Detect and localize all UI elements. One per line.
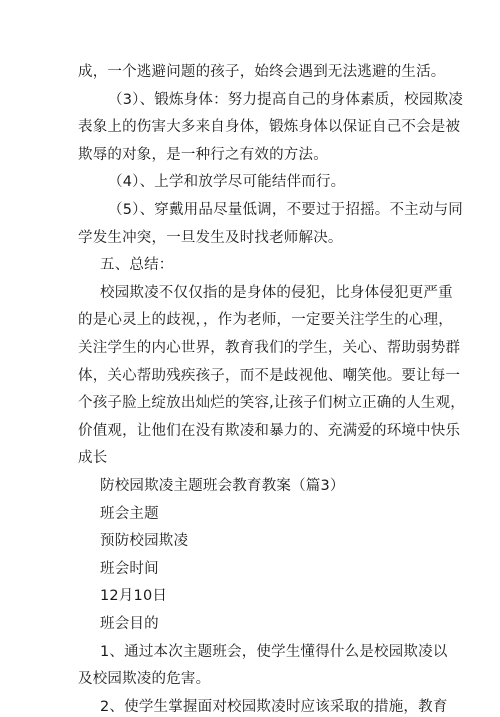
list-item-purpose-1: 1、通过本次主题班会，使学生懂得什么是校园欺凌以 — [100, 644, 448, 660]
paragraph-line: 学发生冲突，一旦发生及时找老师解决。 — [78, 230, 343, 246]
list-item-dress: （5）、穿戴用品尽量低调，不要过于招摇。不主动与同 — [108, 202, 463, 218]
paragraph-line: 成长 — [78, 450, 108, 466]
list-item-purpose-2: 2、使学生掌握面对校园欺凌时应该采取的措施，教育 — [100, 699, 448, 715]
field-value-theme: 预防校园欺凌 — [100, 533, 189, 549]
document-section-title: 防校园欺凌主题班会教育教案（篇3） — [100, 478, 345, 494]
field-label-theme: 班会主题 — [100, 506, 159, 522]
paragraph-line: 个孩子脸上绽放出灿烂的笑容,让孩子们树立正确的人生观， — [78, 395, 466, 411]
section-heading-summary: 五、总结： — [100, 257, 174, 273]
paragraph-line: 表象上的伤害大多来自身体，锻炼身体以保证自己不会是被 — [78, 119, 461, 135]
field-label-purpose: 班会目的 — [100, 616, 159, 632]
field-label-time: 班会时间 — [100, 561, 159, 577]
paragraph-line: 的是心灵上的歧视，，作为老师，一定要关注学生的心理， — [78, 312, 453, 328]
list-item-exercise: （3）、锻炼身体：努力提高自己的身体素质，校园欺凌 — [108, 92, 463, 108]
paragraph-line: 欺辱的对象，是一种行之有效的方法。 — [78, 147, 328, 163]
paragraph-line: 成，一个逃避问题的孩子，始终会遇到无法逃避的生活。 — [78, 64, 446, 80]
paragraph-line: 关注学生的内心世界，教育我们的学生，关心、帮助弱势群 — [78, 340, 461, 356]
list-item-travel: （4）、上学和放学尽可能结伴而行。 — [108, 174, 346, 190]
paragraph-line: 校园欺凌不仅仅指的是身体的侵犯，比身体侵犯更严重 — [100, 285, 453, 301]
paragraph-line: 价值观，让他们在没有欺凌和暴力的、充满爱的环境中快乐 — [78, 423, 461, 439]
paragraph-line: 及校园欺凌的危害。 — [78, 671, 211, 687]
field-value-time: 12月10日 — [100, 588, 168, 604]
paragraph-line: 体，关心帮助残疾孩子，而不是歧视他、嘲笑他。要让每一 — [78, 368, 461, 384]
